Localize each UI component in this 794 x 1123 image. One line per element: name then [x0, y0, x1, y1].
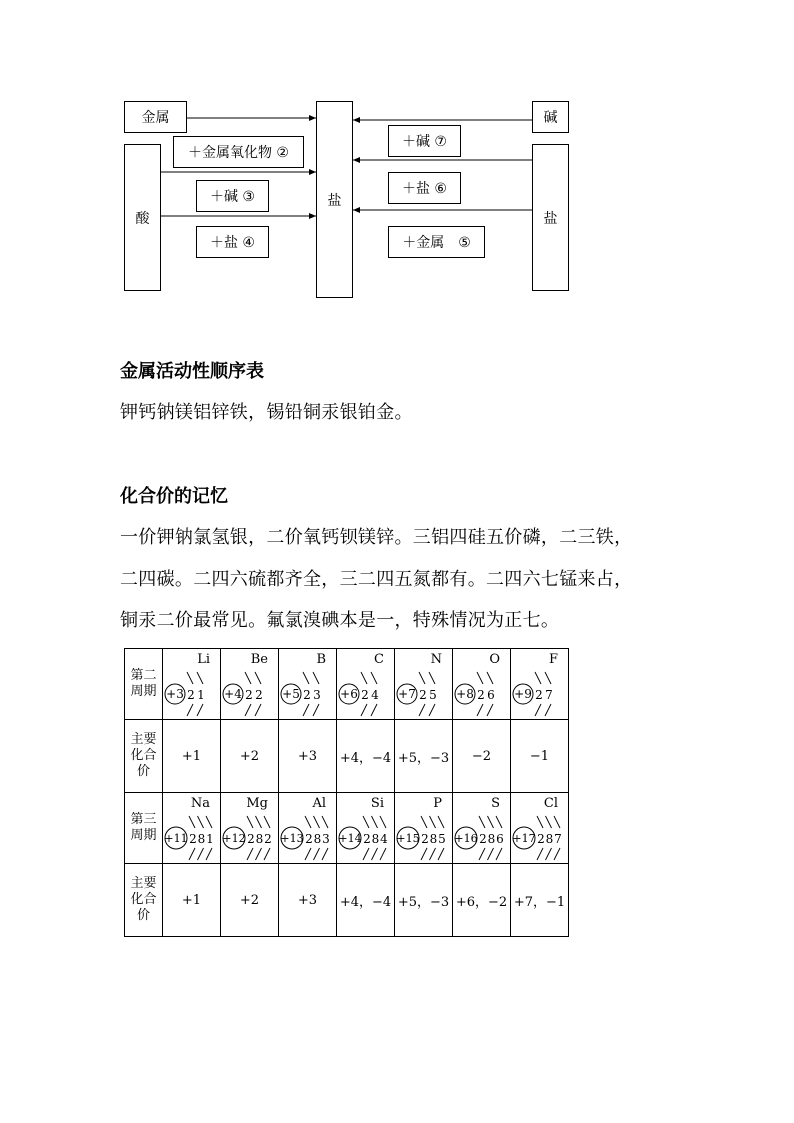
element-symbol: S [491, 796, 500, 811]
shell-arc-top [438, 816, 444, 828]
element-symbol: Be [250, 652, 268, 667]
activity-heading: 金属活动性顺序表 [120, 361, 264, 382]
shell-electrons: 5 [429, 688, 437, 702]
atom-cell [221, 649, 279, 720]
shell-arc-top [305, 816, 311, 828]
atom-cell [163, 649, 221, 720]
shell-electrons: 8 [487, 832, 496, 846]
shell-arc-bottom [363, 848, 369, 860]
nucleus-charge: +6 [340, 687, 358, 701]
shell-arc-bottom [256, 848, 262, 860]
period2-valence-row [125, 720, 569, 793]
element-symbol: Cl [543, 796, 558, 811]
shell-arc-bottom [429, 704, 435, 716]
nucleus-charge: +16 [454, 832, 478, 845]
atom-cell [453, 793, 511, 864]
shell-arc-top [487, 672, 493, 684]
atom-diagram [453, 649, 510, 719]
shell-arc-bottom [537, 848, 543, 860]
shell-arc-top [247, 816, 253, 828]
valence-label: 主要 化合 价 [125, 864, 163, 937]
shell-arc-top [537, 816, 543, 828]
shell-arc-top [313, 672, 319, 684]
valence-cell: +7，−1 [511, 864, 569, 937]
shell-arc-top [545, 672, 551, 684]
atom-cell [221, 793, 279, 864]
shell-arc-top [197, 672, 203, 684]
element-symbol: N [430, 652, 442, 667]
shell-arc-bottom [322, 848, 328, 860]
shell-arc-top [322, 816, 328, 828]
nucleus-charge: +4 [224, 687, 242, 701]
label-metal-oxide: ＋金属氧化物 ② [173, 136, 304, 168]
shell-electrons: 2 [247, 832, 255, 846]
shell-electrons: 2 [189, 832, 197, 846]
nucleus-charge: +8 [456, 687, 474, 701]
shell-arc-bottom [419, 704, 425, 716]
atom-diagram [337, 649, 394, 719]
shell-arc-bottom [189, 848, 195, 860]
shell-arc-top [372, 816, 378, 828]
atom-cell [337, 793, 395, 864]
element-symbol: Mg [246, 796, 268, 811]
atom-cell [511, 793, 569, 864]
shell-arc-top [477, 672, 483, 684]
shell-electrons: 3 [322, 832, 330, 846]
nucleus-charge: +17 [512, 832, 536, 845]
shell-arc-top [256, 816, 262, 828]
valence-cell: +6，−2 [453, 864, 511, 937]
atom-diagram [453, 793, 510, 863]
shell-electrons: 6 [496, 832, 504, 846]
atom-cell [395, 649, 453, 720]
shell-electrons: 2 [264, 832, 272, 846]
shell-arc-top [198, 816, 204, 828]
shell-arc-top [421, 816, 427, 828]
shell-arc-bottom [496, 848, 502, 860]
valence-cell: +5，−3 [395, 864, 453, 937]
shell-arc-bottom [545, 704, 551, 716]
atom-diagram [337, 793, 394, 863]
label-salt-4: ＋盐 ④ [196, 226, 269, 258]
nucleus-charge: +14 [338, 832, 362, 845]
valence-cell: −2 [453, 720, 511, 793]
valence-cell: +4，−4 [337, 720, 395, 793]
shell-electrons: 4 [371, 688, 379, 702]
valence-cell: −1 [511, 720, 569, 793]
shell-electrons: 8 [545, 832, 554, 846]
shell-arc-bottom [206, 848, 212, 860]
shell-arc-top [380, 816, 386, 828]
atom-diagram [511, 649, 568, 719]
nucleus-charge: +15 [396, 832, 420, 845]
shell-arc-top [479, 816, 485, 828]
shell-arc-bottom [421, 848, 427, 860]
shell-arc-bottom [479, 848, 485, 860]
shell-arc-top [554, 816, 560, 828]
valence-line-1: 一价钾钠氯氢银，二价氧钙钡镁锌。三铝四硅五价磷，二三铁， [120, 527, 633, 548]
shell-electrons: 7 [545, 688, 553, 702]
valence-line-2: 二四碳。二四六硫都齐全，三二四五氮都有。二四六七锰来占， [120, 569, 633, 590]
atom-diagram [395, 793, 452, 863]
shell-arc-top [371, 672, 377, 684]
element-symbol: Na [190, 796, 210, 811]
shell-arc-bottom [371, 704, 377, 716]
shell-arc-top [314, 816, 320, 828]
atom-cell [337, 649, 395, 720]
shell-arc-bottom [554, 848, 560, 860]
shell-arc-bottom [198, 848, 204, 860]
shell-electrons: 8 [313, 832, 322, 846]
valence-cell: +3 [279, 720, 337, 793]
shell-arc-top [303, 672, 309, 684]
element-symbol: C [374, 652, 384, 667]
atom-diagram [279, 793, 336, 863]
shell-arc-top [245, 672, 251, 684]
base-box: 碱 [532, 101, 569, 133]
shell-arc-bottom [245, 704, 251, 716]
acid-box: 酸 [124, 144, 161, 291]
atom-cell [395, 793, 453, 864]
shell-arc-top [488, 816, 494, 828]
shell-arc-bottom [247, 848, 253, 860]
shell-arc-bottom [305, 848, 311, 860]
element-symbol: Si [370, 796, 384, 811]
shell-arc-bottom [314, 848, 320, 860]
shell-arc-top [189, 816, 195, 828]
shell-arc-bottom [488, 848, 494, 860]
valence-cell: +2 [221, 864, 279, 937]
shell-electrons: 2 [363, 832, 371, 846]
shell-arc-top [363, 816, 369, 828]
shell-arc-bottom [303, 704, 309, 716]
period3-atom-row [125, 793, 569, 864]
period2-label: 第二 周期 [125, 649, 163, 720]
shell-electrons: 4 [380, 832, 388, 846]
atom-cell [279, 793, 337, 864]
nucleus-charge: +9 [514, 687, 532, 701]
shell-electrons: 2 [537, 832, 545, 846]
shell-arc-bottom [380, 848, 386, 860]
label-salt-6: ＋盐 ⑥ [388, 172, 461, 204]
shell-arc-top [187, 672, 193, 684]
shell-arc-top [546, 816, 552, 828]
shell-arc-bottom [313, 704, 319, 716]
shell-arc-top [206, 816, 212, 828]
shell-electrons: 1 [206, 832, 214, 846]
shell-arc-bottom [477, 704, 483, 716]
shell-arc-bottom [372, 848, 378, 860]
element-symbol: O [489, 652, 500, 667]
element-symbol: P [433, 796, 442, 811]
shell-arc-top [264, 816, 270, 828]
shell-electrons: 8 [197, 832, 206, 846]
label-metal-5: ＋金属 ⑤ [388, 226, 485, 258]
label-base-3: ＋碱 ③ [196, 180, 269, 212]
atom-diagram [163, 649, 220, 719]
shell-electrons: 1 [197, 688, 205, 702]
shell-electrons: 2 [419, 688, 427, 702]
shell-arc-bottom [438, 848, 444, 860]
period2-atom-row [125, 649, 569, 720]
shell-arc-bottom [197, 704, 203, 716]
valence-cell: +1 [163, 864, 221, 937]
shell-arc-bottom [430, 848, 436, 860]
valence-cell: +2 [221, 720, 279, 793]
valence-cell: +3 [279, 864, 337, 937]
shell-arc-top [430, 816, 436, 828]
shell-electrons: 2 [187, 688, 195, 702]
valence-line-3: 铜汞二价最常见。氟氯溴碘本是一，特殊情况为正七。 [120, 610, 560, 631]
nucleus-charge: +11 [164, 832, 188, 845]
nucleus-charge: +5 [282, 687, 300, 701]
shell-arc-top [255, 672, 261, 684]
shell-arc-top [535, 672, 541, 684]
valence-cell: +5，−3 [395, 720, 453, 793]
shell-arc-bottom [361, 704, 367, 716]
atom-diagram [221, 793, 278, 863]
period3-label: 第三 周期 [125, 793, 163, 864]
shell-electrons: 2 [479, 832, 487, 846]
shell-arc-top [496, 816, 502, 828]
atom-diagram [279, 649, 336, 719]
element-symbol: Al [312, 796, 326, 811]
atom-cell [511, 649, 569, 720]
element-symbol: Li [197, 652, 210, 667]
valence-cell: +4，−4 [337, 864, 395, 937]
shell-electrons: 2 [477, 688, 485, 702]
shell-arc-bottom [264, 848, 270, 860]
diagram-arrows [0, 0, 794, 320]
shell-electrons: 6 [487, 688, 495, 702]
atom-cell [453, 649, 511, 720]
shell-arc-bottom [255, 704, 261, 716]
metal-box: 金属 [124, 101, 187, 133]
shell-electrons: 5 [438, 832, 446, 846]
valence-label: 主要 化合 价 [125, 720, 163, 793]
shell-electrons: 8 [371, 832, 380, 846]
atom-diagram [221, 649, 278, 719]
valence-cell: +1 [163, 720, 221, 793]
shell-electrons: 2 [255, 688, 263, 702]
nucleus-charge: +13 [280, 832, 304, 845]
shell-arc-top [429, 672, 435, 684]
shell-arc-bottom [535, 704, 541, 716]
shell-electrons: 3 [313, 688, 321, 702]
salt-right-box: 盐 [532, 144, 569, 291]
shell-electrons: 8 [429, 832, 438, 846]
element-symbol: F [548, 652, 558, 667]
salt-center-box: 盐 [316, 101, 353, 298]
atom-diagram [511, 793, 568, 863]
shell-electrons: 8 [255, 832, 264, 846]
shell-electrons: 2 [305, 832, 313, 846]
shell-electrons: 2 [421, 832, 429, 846]
nucleus-charge: +12 [222, 832, 246, 845]
element-table [124, 648, 569, 937]
shell-electrons: 2 [303, 688, 311, 702]
atom-cell [163, 793, 221, 864]
nucleus-charge: +7 [398, 687, 416, 701]
shell-electrons: 7 [554, 832, 562, 846]
shell-arc-bottom [546, 848, 552, 860]
shell-arc-top [419, 672, 425, 684]
period3-valence-row [125, 864, 569, 937]
atom-diagram [163, 793, 220, 863]
atom-diagram [395, 649, 452, 719]
shell-electrons: 2 [361, 688, 369, 702]
shell-electrons: 2 [535, 688, 543, 702]
shell-arc-bottom [187, 704, 193, 716]
element-symbol: B [316, 652, 326, 667]
shell-arc-top [361, 672, 367, 684]
label-base-7: ＋碱 ⑦ [388, 125, 461, 157]
shell-electrons: 2 [245, 688, 253, 702]
valence-heading: 化合价的记忆 [120, 486, 228, 507]
activity-text: 钾钙钠镁铝锌铁，锡铅铜汞银铂金。 [120, 402, 413, 423]
shell-arc-bottom [487, 704, 493, 716]
nucleus-charge: +3 [166, 687, 184, 701]
atom-cell [279, 649, 337, 720]
